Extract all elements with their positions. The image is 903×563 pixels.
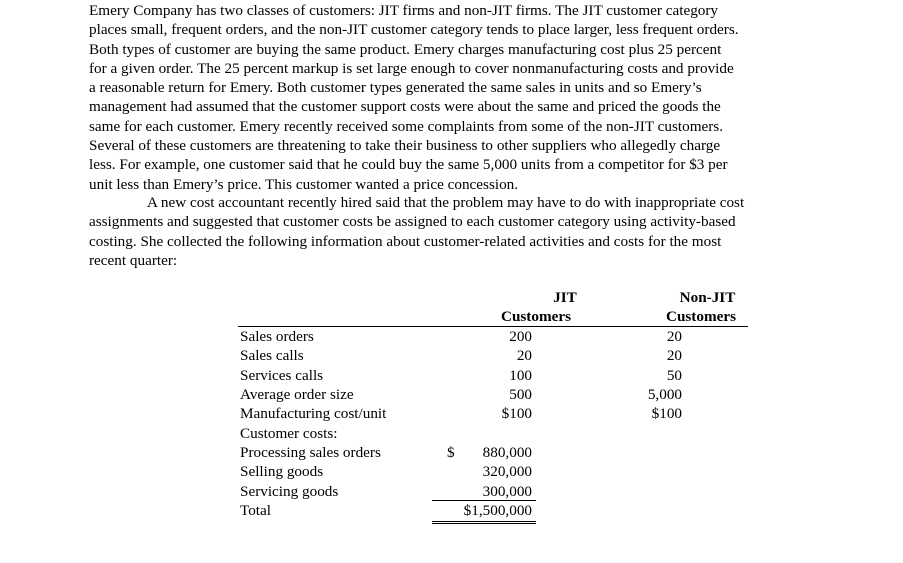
nonjit-sales-calls: 20 [666,347,682,364]
jit-manufacturing-cost: $100 [501,405,532,422]
row-label-total: Total [240,502,271,519]
nonjit-average-order-size: 5,000 [647,386,682,403]
text-line: A new cost accountant recently hired said that the problem may have to do with inappropriate cost [147,194,745,211]
row-label-services-calls: Services calls [240,367,324,384]
row-label-sales-orders: Sales orders [240,328,314,345]
text-line: management had assumed that the customer support costs were about the same and priced the goods the [89,98,721,116]
total-double-rule-bottom [432,523,536,524]
text-line: Emery Company has two classes of customers: JIT firms and non-JIT firms. The JIT customer category [89,2,719,19]
jit-header-line1: JIT [553,289,577,306]
text-line: costing. She collected the following information about customer-related activities and costs for the most [89,232,722,250]
text-line: unit less than Emery’s price. This customer wanted a price concession. [89,175,519,193]
row-label-servicing-goods: Servicing goods [240,483,339,500]
text-line: assignments and suggested that customer costs be assigned to each customer category using activity-based [89,213,736,231]
jit-services-calls: 100 [509,367,532,384]
jit-sales-orders: 200 [509,328,532,345]
text-line: Several of these customers are threatening to take their business to other suppliers who allegedly charge [89,137,721,155]
text-line: less. For example, one customer said that he could buy the same 5,000 units from a competitor for $3 per [89,156,728,174]
text-line: places small, frequent orders, and the non-JIT customer category tends to place larger, less frequent orders. [89,21,739,39]
jit-average-order-size: 500 [509,386,532,403]
cost-processing-sales-orders: 880,000 [482,444,532,461]
nonjit-services-calls: 50 [666,367,682,384]
row-label-manufacturing-cost: Manufacturing cost/unit [240,405,387,422]
row-label-average-order-size: Average order size [240,386,354,403]
text-line: a reasonable return for Emery. Both customer types generated the same sales in units and so Emery’s [89,79,702,97]
cost-servicing-goods: 300,000 [482,483,532,500]
nonjit-header-line2: Customers [665,308,737,325]
customer-costs-label: Customer costs: [240,425,338,442]
jit-header-line2: Customers [500,308,572,325]
cost-selling-goods: 320,000 [482,463,532,480]
text-line: Both types of customer are buying the same product. Emery charges manufacturing cost plus 25 percent [89,40,722,58]
nonjit-sales-orders: 20 [666,328,682,345]
nonjit-header-line1: Non-JIT [679,289,736,306]
row-label-selling-goods: Selling goods [240,463,324,480]
text-line: for a given order. The 25 percent markup is set large enough to cover nonmanufacturing costs and provide [89,59,734,77]
text-line: same for each customer. Emery recently received some complaints from some of the non-JIT customers. [89,117,724,135]
nonjit-manufacturing-cost: $100 [651,405,682,422]
total-double-rule-top [432,521,536,522]
text-line: recent quarter: [89,251,178,269]
row-label-processing-sales-orders: Processing sales orders [240,444,381,461]
jit-sales-calls: 20 [516,347,532,364]
cost-total: $1,500,000 [463,502,532,519]
dollar-sign: $ [447,444,455,461]
row-label-sales-calls: Sales calls [240,347,304,364]
